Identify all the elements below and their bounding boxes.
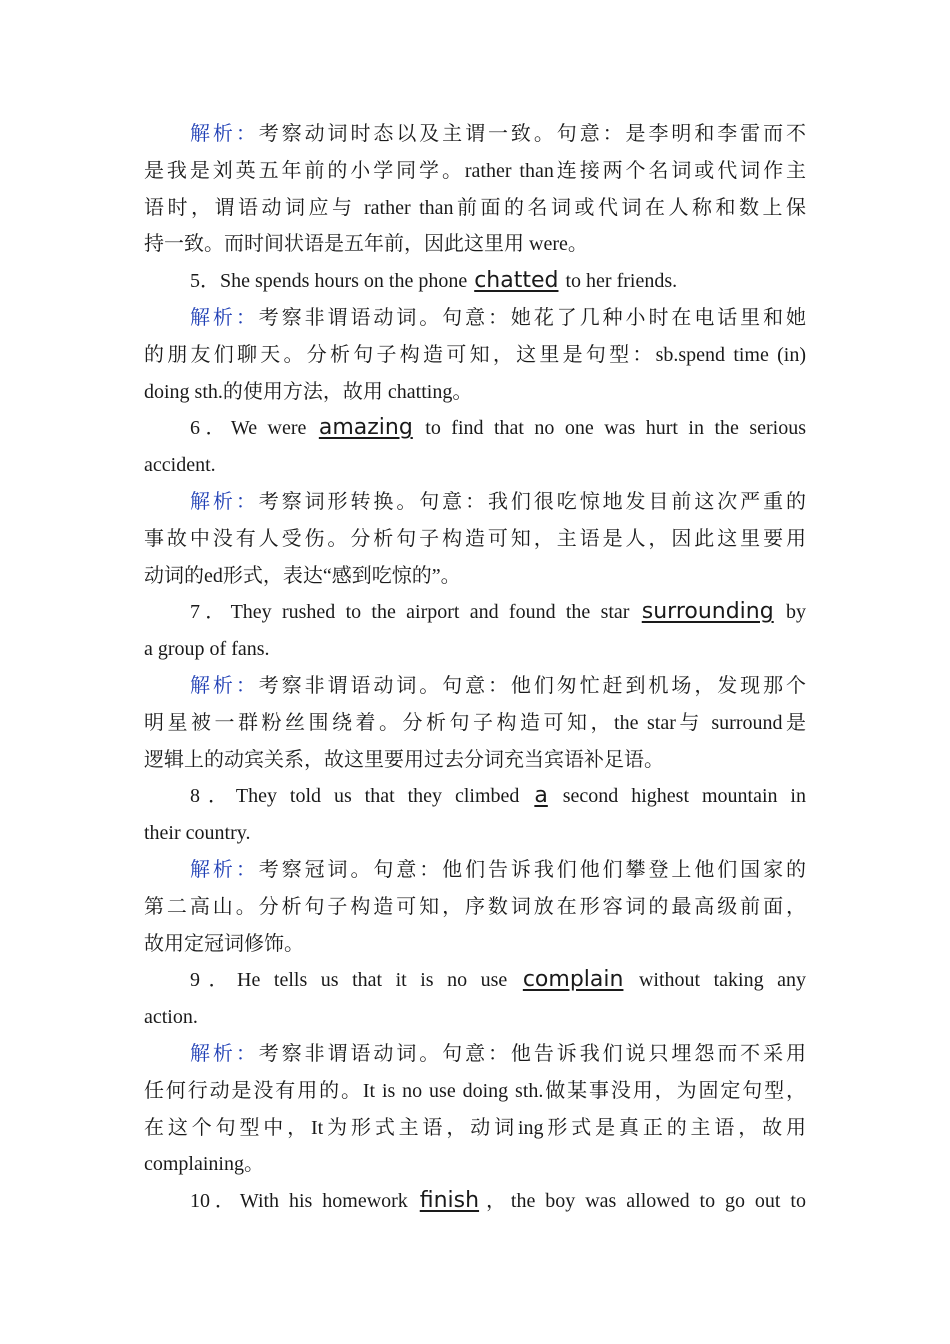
answer-blank: surrounding <box>641 599 774 625</box>
explanation-text: 考察冠词。句意：他们告诉我们他们攀登上他们国家的 <box>258 858 807 881</box>
question-text: without taking any <box>625 969 807 992</box>
explanation-line: 事故中没有人受伤。分析句子构造可知，主语是人，因此这里要用 <box>144 527 806 550</box>
explanation-line: 故用定冠词修饰。 <box>144 932 304 955</box>
explanation-text: 考察非谓语动词。句意：他告诉我们说只埋怨而不采用 <box>258 1042 807 1065</box>
explanation-line <box>144 116 806 153</box>
explanation-line: 持一致。而时间状语是五年前，因此这里用 were。 <box>144 233 588 256</box>
explanation-text: 考察词形转换。句意：我们很吃惊地发目前这次严重的 <box>258 490 807 513</box>
answer-blank: chatted <box>474 268 559 294</box>
explanation-label: 解析： <box>190 306 259 329</box>
explanation-line: doing sth.的使用方法，故用 chatting。 <box>144 380 473 403</box>
explanation-label: 解析： <box>190 1042 259 1065</box>
explanation-line: 第二高山。分析句子构造可知，序数词放在形容词的最高级前面， <box>144 895 806 918</box>
question-text: to find that no one was hurt in the serious <box>414 417 806 440</box>
explanation-line <box>144 300 806 337</box>
question-text: 8．They told us that they climbed <box>190 785 533 808</box>
question-text: 7．They rushed to the airport and found the star <box>190 601 640 624</box>
question-text: 10．With his homework <box>190 1190 418 1213</box>
question-9 <box>144 962 806 999</box>
question-text: second highest mountain in <box>549 785 806 808</box>
question-6 <box>144 410 806 447</box>
question-text: 5．She spends hours on the phone <box>190 270 473 293</box>
explanation-line: 是我是刘英五年前的小学同学。rather than连接两个名词或代词作主 <box>144 159 806 182</box>
explanation-line: 语时，谓语动词应与 rather than前面的名词或代词在人称和数上保 <box>144 196 806 219</box>
answer-blank: a <box>534 783 548 809</box>
question-text: by <box>775 601 807 624</box>
question-7 <box>144 594 806 631</box>
explanation-line <box>144 852 806 889</box>
question-text: ，the boy was allowed to go out to <box>481 1190 806 1213</box>
answer-blank: finish <box>419 1188 480 1214</box>
explanation-line: 逻辑上的动宾关系，故这里要用过去分词充当宾语补足语。 <box>144 748 664 771</box>
explanation-line <box>144 668 806 705</box>
question-text: 6．We were <box>190 417 317 440</box>
explanation-line: 动词的ed形式，表达“感到吃惊的”。 <box>144 564 461 587</box>
explanation-label: 解析： <box>190 674 259 697</box>
explanation-text: 考察非谓语动词。句意：她花了几种小时在电话里和她 <box>258 306 807 329</box>
explanation-line: 任何行动是没有用的。It is no use doing sth.做某事没用，为固定句型， <box>144 1079 806 1102</box>
explanation-label: 解析： <box>190 858 259 881</box>
explanation-line <box>144 1036 806 1073</box>
question-10 <box>144 1183 806 1220</box>
explanation-line: 明星被一群粉丝围绕着。分析句子构造可知，the star与 surround是 <box>144 711 806 734</box>
question-text: 9．He tells us that it is no use <box>190 969 521 992</box>
explanation-label: 解析： <box>190 123 259 145</box>
answer-blank: amazing <box>318 415 413 441</box>
question-8 <box>144 778 806 815</box>
explanation-line <box>144 484 806 521</box>
question-continuation: their country. <box>144 822 251 845</box>
question-5 <box>144 263 806 300</box>
explanation-line: complaining。 <box>144 1153 264 1176</box>
explanation-label: 解析： <box>190 490 259 513</box>
question-continuation: action. <box>144 1006 198 1029</box>
answer-blank: complain <box>522 967 624 993</box>
explanation-line: 的朋友们聊天。分析句子构造可知，这里是句型：sb.spend time (in) <box>144 343 806 366</box>
explanation-line: 在这个句型中，It为形式主语，动词ing形式是真正的主语，故用 <box>144 1116 806 1139</box>
question-text: to her friends. <box>560 270 678 293</box>
explanation-text: 考察动词时态以及主谓一致。句意：是李明和李雷而不 <box>258 123 807 145</box>
question-continuation: a group of fans. <box>144 638 270 661</box>
document-page <box>144 116 806 1220</box>
question-continuation: accident. <box>144 454 216 477</box>
explanation-text: 考察非谓语动词。句意：他们匆忙赶到机场，发现那个 <box>258 674 807 697</box>
